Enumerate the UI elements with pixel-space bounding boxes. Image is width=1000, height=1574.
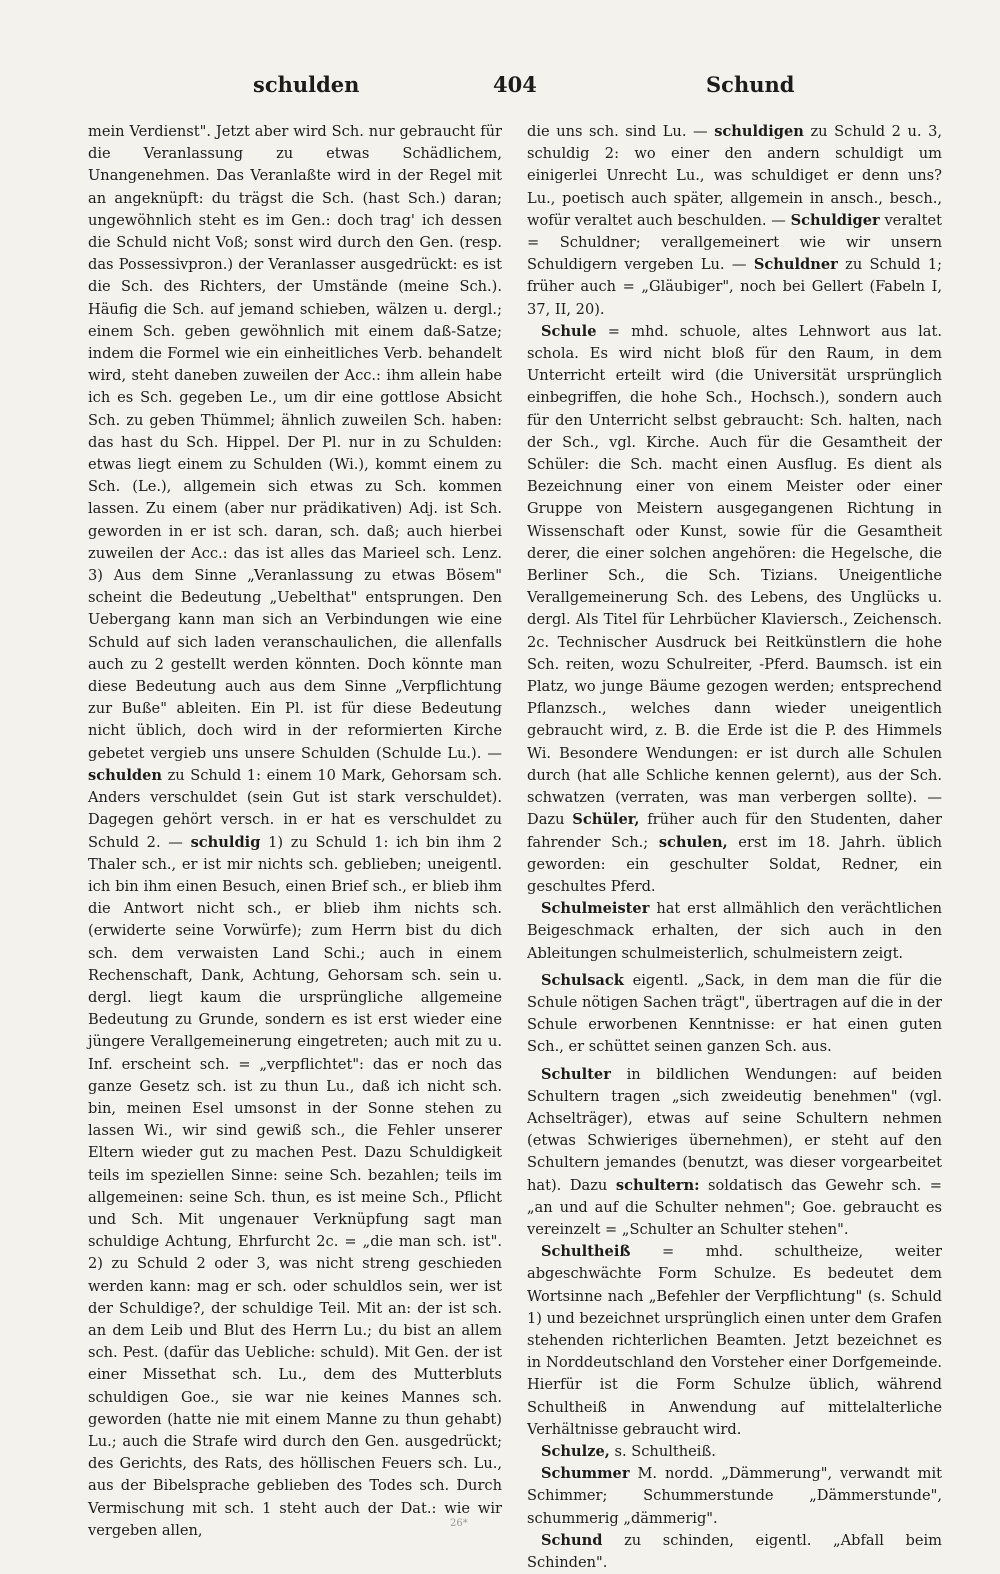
- entry-headword: Schultheiß: [541, 1243, 631, 1261]
- entry-text: zu Schuld 2 u. 3, schuldig 2: wo einer den andern schuldigt um einigerlei Unrecht Lu., was schuldiget er denn uns? Lu., poetisch auch später, allgemein in ansch., besch., wofür veraltet auch beschulden. —: [527, 123, 942, 229]
- running-header: [88, 72, 933, 112]
- right-column: [527, 121, 943, 1571]
- entry-text: mein Verdienst". Jetzt aber wird Sch. nur gebraucht für die Veranlassung zu etwas Schädlichem, Unangenehmen. Das Veranlaßte wird in der Regel mit an angeknüpft: du trägst die Sch. (hast Sch.) daran; ungewöhnlich steht es im Gen.: doch trag' ich dessen die Schuld nicht Voß; sonst wird durch den Gen. (resp. das Possessivpron.) der Veranlasser ausgedrückt: es ist die Sch. des Richters, der Umstände (meine Sch.). Häufig die Sch. auf jemand schieben, wälzen u. dergl.; einem Sch. geben gewöhnlich mit einem daß-Satze; indem die Formel wie ein einheitliches Verb. behandelt wird, steht daneben zuweilen der Acc.: ihm allein habe ich es Sch. gegeben Le., um dir eine gottlose Absicht Sch. zu geben Thümmel; ähnlich zuweilen Sch. haben: das hast du Sch. Hippel. Der Pl. nur in zu Schulden: etwas liegt einem zu Schulden (Wi.), kommt einem zu Sch. (Le.), allgemein sich etwas zu Sch. kommen lassen. Zu einem (aber nur prädikativen) Adj. ist Sch. geworden in er ist sch. daran, sch. daß; auch hierbei zuweilen der Acc.: das ist alles das Marieel sch. Lenz. 3) Aus dem Sinne „Veranlassung zu etwas Bösem" scheint die Bedeutung „Uebelthat" entsprungen. Den Uebergang kann man sich an Verbindungen wie eine Schuld auf sich laden veranschaulichen, die allenfalls auch zu 2 gestellt werden könnten. Doch könnte man diese Bedeutung auch aus dem Sinne „Verpflichtung zur Buße" ableiten. Ein Pl. ist für diese Bedeutung nicht üblich, doch wird in der reformierten Kirche gebetet vergieb uns unsere Schulden (Schulde Lu.). —: [88, 123, 502, 762]
- entry-schulmeister: [527, 898, 942, 965]
- entry-text: veraltet = Schuldner; verallgemeinert wie wir unsern Schuldigern vergeben Lu. —: [527, 211, 943, 274]
- entry-headword: Schuldner: [753, 256, 838, 274]
- entry-text: erst im 18. Jahrh. üblich geworden: ein geschulter Soldat, Redner, ein geschultes Pferd.: [527, 833, 942, 895]
- entry-headword: schulden: [88, 766, 162, 784]
- entry-text: = mhd. schultheize, weiter abgeschwächte Form Schulze. Es bedeutet dem Wortsinne nach „Befehler der Verpflichtung" (s. Schuld 1) und bezeichnet ursprünglich einen unter dem Grafen stehenden richterlichen Beamten. Jetzt bezeichnet es in Norddeutschland den Vorsteher einer Dorfgemeinde. Hierfür ist die Form Schulze üblich, während Schultheiß in Anwendung auf mittelalterliche Verhältnisse gebraucht wird.: [527, 1243, 943, 1438]
- entry-headword: schulen,: [658, 833, 728, 851]
- printer-signature: 26*: [450, 1518, 468, 1529]
- entry-schulter: [527, 1064, 942, 1242]
- entry-text: soldatisch das Gewehr sch. = „an und auf die Schulter nehmen"; Goe. gebraucht es vereinzelt = „Schulter an Schulter stehen".: [527, 1176, 942, 1238]
- entry-headword: Schulze,: [541, 1442, 610, 1460]
- entry-headword: Schüler,: [572, 811, 640, 829]
- entry-text: zu schinden, eigentl. „Abfall beim Schinden".: [527, 1531, 942, 1571]
- entry-schummer: [527, 1463, 942, 1530]
- entry-text: zu Schuld 1; früher auch = „Gläubiger", noch bei Gellert (Fabeln I, 37, II, 20).: [527, 256, 943, 318]
- entry-schuld-continued: [88, 121, 502, 1542]
- entry-text: die uns sch. sind Lu. —: [527, 123, 708, 140]
- entry-headword: schultern:: [615, 1176, 700, 1194]
- entry-text: in bildlichen Wendungen: auf beiden Schultern tragen „sich zweideutig benehmen" (vgl. Achselträger), etwas auf seine Schultern nehmen (etwas Schwieriges übernehmen), er steht auf den Schultern jemandes (benutzt, was dieser vorgearbeitet hat). Dazu: [527, 1065, 943, 1194]
- header-right-catchword: Schund: [706, 72, 795, 97]
- entry-headword: Schulmeister: [541, 900, 650, 918]
- entry-headword: schuldigen: [714, 123, 804, 140]
- entry-headword: schuldig: [190, 833, 261, 851]
- entry-headword: Schuldiger: [790, 211, 880, 229]
- entry-text: zu Schuld 1: einem 10 Mark, Gehorsam sch. Anders verschuldet (sein Gut ist stark verschuldet). Dagegen gehört versch. in er hat es verschuldet zu Schuld 2. —: [88, 766, 502, 851]
- entry-schuldig-continued: [527, 121, 942, 321]
- entry-text: hat erst allmählich den verächtlichen Beigeschmack erhalten, der sich auch in den Ableitungen schulmeisterlich, schulmeistern zeigt.: [527, 900, 943, 962]
- entry-text: eigentl. „Sack, in dem man die für die Schule nötigen Sachen trägt", übertragen auf die in der Schule erworbenen Kenntnisse: er hat einen guten Sch., er schüttet seinen ganzen Sch. aus.: [527, 971, 942, 1056]
- header-left-catchword: schulden: [253, 72, 360, 97]
- entry-schule: [527, 321, 942, 898]
- entry-text: s. Schultheiß.: [614, 1442, 716, 1460]
- entry-headword: Schulsack: [541, 971, 624, 989]
- entry-headword: Schule: [541, 322, 597, 340]
- entry-text: = mhd. schuole, altes Lehnwort aus lat. schola. Es wird nicht bloß für den Raum, in dem Unterricht erteilt wird (die Universität ursprünglich einbegriffen, die hohe Sch., Hochsch.), sondern auch für den Unterricht selbst gebraucht: Sch. halten, nach der Sch., vgl. Kirche. Auch für die Gesamtheit der Schüler: die Sch. macht einen Ausflug. Es dient als Bezeichnung einer von einem Meister oder einer Gruppe von Meistern ausgegangenen Richtung in Wissenschaft oder Kunst, sowie für die Gesamtheit derer, die einer solchen angehören: die Hegelsche, die Berliner Sch., die Sch. Tizians. Uneigentliche Verallgemeinerung Sch. des Lebens, des Unglücks u. dergl. Als Titel für Lehrbücher Klaviersch., Zeichensch. 2c. Technischer Ausdruck bei Reitkünstlern die hohe Sch. reiten, wozu Schulreiter, -Pferd. Baumsch. ist ein Platz, wo junge Bäume gezogen werden; entsprechend Pflanzsch., welches dann wieder uneigentlich gebraucht wird, z. B. die Erde ist die P. des Himmels Wi. Besondere Wendungen: er ist durch alle Schulen durch (hat alle Schliche kennen gelernt), aus der Sch. schwatzen (verraten, was man verbergen sollte). — Dazu: [527, 322, 942, 829]
- entry-schulsack: [527, 970, 942, 1059]
- page-number: 404: [493, 72, 537, 97]
- entry-schund: [527, 1530, 942, 1574]
- entry-schultheiss: [527, 1241, 942, 1441]
- entry-text: früher auch für den Studenten, daher fahrender Sch.;: [527, 811, 942, 851]
- entry-text: 1) zu Schuld 1: ich bin ihm 2 Thaler sch., er ist mir nichts sch. geblieben; uneigentl. ich bin ihm einen Besuch, einen Brief sch., er blieb ihm die Antwort nicht sch., er blieb ihm nichts sch. (erwiderte seine Vorwürfe); zum Herrn bist du dich sch. dem verwaisten Land Schi.; auch in einem Rechenschaft, Dank, Achtung, Gehorsam sch. sein u. dergl. liegt kaum die ursprüngliche allgemeine Bedeutung zu Grunde, sondern es ist erst wieder eine jüngere Verallgemeinerung eingetreten; auch mit zu u. Inf. erscheint sch. = „verpflichtet": das er noch das ganze Gesetz sch. ist zu thun Lu., daß ich nicht sch. bin, meinen Esel umsonst in der Sonne stehen zu lassen Wi., wir sind gewiß sch., die Fehler unserer Eltern wieder gut zu machen Pest. Dazu Schuldigkeit teils im speziellen Sinne: seine Sch. bezahlen; teils im allgemeinen: seine Sch. thun, es ist meine Sch., Pflicht und Sch. Mit ungenauer Verknüpfung sagt man schuldige Achtung, Ehrfurcht 2c. = „die man sch. ist". 2) zu Schuld 2 oder 3, was nicht streng geschieden werden kann: mag er sch. oder schuldlos sein, wer ist der Schuldige?, der schuldige Teil. Mit an: der ist sch. an dem Leib und Blut des Herrn Lu.; du bist an allem sch. Pest. (dafür das Uebliche: schuld). Mit Gen. der ist einer Missethat sch. Lu., dem des Mutterbluts schuldigen Goe., sie war nie keines Mannes sch. geworden (hatte nie mit einem Manne zu thun gehabt) Lu.; auch die Strafe wird durch den Gen. ausgedrückt; des Gerichts, des Rats, des höllischen Feuers sch. Lu., aus der Bibelsprache geblieben des Todes sch. Durch Vermischung mit sch. 1 steht auch der Dat.: wie wir vergeben allen,: [88, 833, 503, 1539]
- entry-text: M. nordd. „Dämmerung", verwandt mit Schimmer; Schummerstunde „Dämmerstunde", schummerig „dämmerig".: [527, 1465, 943, 1527]
- entry-headword: Schulter: [541, 1065, 611, 1083]
- entry-schulze: [527, 1441, 942, 1463]
- entry-headword: Schund: [541, 1531, 603, 1549]
- entry-headword: Schummer: [541, 1465, 630, 1483]
